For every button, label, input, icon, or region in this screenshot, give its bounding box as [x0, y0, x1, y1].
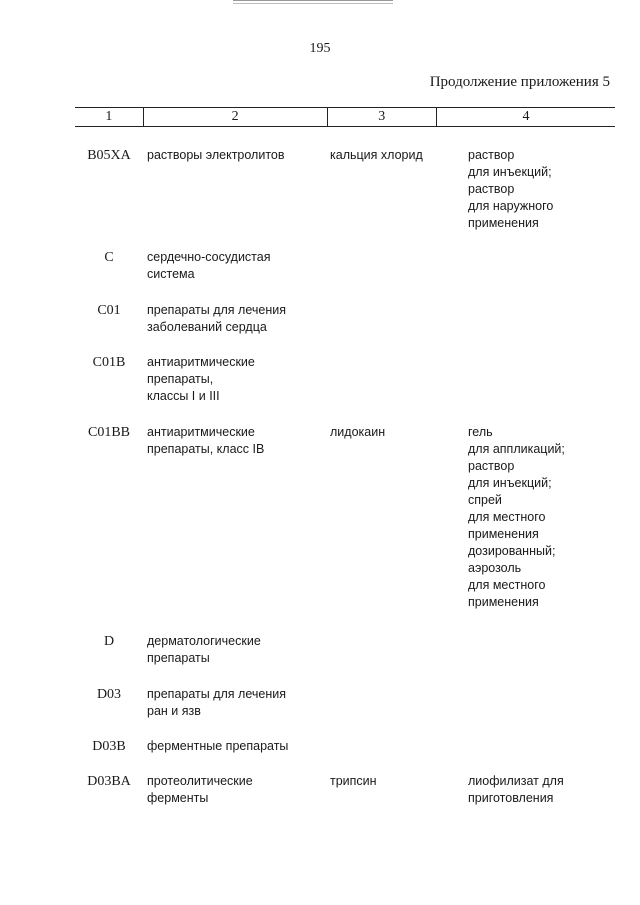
group-line: ферментные препараты [147, 739, 289, 753]
group-line: заболеваний сердца [147, 320, 267, 334]
table-row [75, 773, 615, 807]
table-row [75, 147, 615, 232]
form-line: раствор [468, 148, 515, 162]
table-row [75, 302, 615, 336]
group-line: антиаритмические [147, 355, 255, 369]
form-line: гель [468, 425, 493, 439]
group-line: растворы электролитов [147, 148, 285, 162]
dosage-form [436, 249, 615, 283]
drug-name [327, 424, 436, 611]
group-line: классы I и III [147, 389, 220, 403]
atc-code: C01BB [87, 425, 130, 440]
group-line: протеолитические [147, 774, 253, 788]
table-header-row [75, 107, 615, 127]
form-line: для аппликаций; [468, 442, 565, 456]
column-header-1: 1 [105, 109, 113, 124]
form-line: применения [468, 595, 539, 609]
pharmacological-group [143, 424, 327, 611]
atc-code: C01B [92, 355, 126, 370]
group-line: ферменты [147, 791, 209, 805]
atc-code: C01 [97, 303, 121, 318]
table-row [75, 686, 615, 720]
atc-code: C [104, 250, 114, 265]
drug-line: кальция хлорид [330, 148, 423, 162]
table-row [75, 738, 615, 755]
form-line: для наружного [468, 199, 554, 213]
drug-name [327, 773, 436, 807]
scan-artifact-line [233, 0, 393, 4]
form-line: дозированный; [468, 544, 556, 558]
form-line: применения [468, 216, 539, 230]
dosage-form [436, 686, 615, 720]
table-row [75, 354, 615, 405]
dosage-form [436, 773, 615, 807]
group-line: препараты, [147, 372, 214, 386]
group-line: ран и язв [147, 704, 201, 718]
page-number: 195 [309, 41, 331, 56]
group-line: препараты [147, 651, 210, 665]
group-line: дерматологические [147, 634, 261, 648]
table-row [75, 249, 615, 283]
dosage-form [436, 147, 615, 232]
pharmacological-group [143, 738, 327, 755]
form-line: раствор [468, 182, 515, 196]
group-line: препараты для лечения [147, 303, 286, 317]
column-header-2: 2 [143, 108, 327, 126]
pharmacological-group [143, 686, 327, 720]
drug-name [327, 302, 436, 336]
dosage-form [436, 354, 615, 405]
group-line: антиаритмические [147, 425, 255, 439]
pharmacological-group [143, 773, 327, 807]
atc-code: D [103, 634, 115, 649]
table-row [75, 424, 615, 611]
group-line: система [147, 267, 195, 281]
pharmacological-group [143, 147, 327, 232]
atc-code: D03B [92, 739, 126, 754]
atc-code: D03 [96, 687, 122, 702]
pharmacological-group [143, 633, 327, 667]
form-line: применения [468, 527, 539, 541]
pharmacological-group [143, 354, 327, 405]
column-header-4: 4 [436, 108, 615, 126]
drug-name [327, 686, 436, 720]
dosage-form [436, 738, 615, 755]
form-line: спрей [468, 493, 502, 507]
pharmacological-group [143, 302, 327, 336]
table-row [75, 633, 615, 667]
drug-name [327, 147, 436, 232]
drug-line: трипсин [330, 774, 377, 788]
drug-name [327, 249, 436, 283]
dosage-form [436, 302, 615, 336]
atc-code: B05XA [87, 148, 131, 163]
drug-name [327, 354, 436, 405]
form-line: аэрозоль [468, 561, 522, 575]
drug-line: лидокаин [330, 425, 386, 439]
dosage-form [436, 424, 615, 611]
column-header-3: 3 [327, 108, 436, 126]
form-line: раствор [468, 459, 515, 473]
atc-code: D03BA [87, 774, 131, 789]
form-line: для местного [468, 510, 546, 524]
form-line: для местного [468, 578, 546, 592]
pharmacological-group [143, 249, 327, 283]
group-line: препараты, класс IB [147, 442, 265, 456]
form-line: приготовления [468, 791, 554, 805]
group-line: препараты для лечения [147, 687, 286, 701]
drug-name [327, 738, 436, 755]
appendix-continuation-note: Продолжение приложения 5 [429, 74, 610, 90]
medicines-table [75, 107, 615, 805]
form-line: лиофилизат для [468, 774, 564, 788]
drug-name [327, 633, 436, 667]
form-line: для инъекций; [468, 165, 552, 179]
form-line: для инъекций; [468, 476, 552, 490]
group-line: сердечно-сосудистая [147, 250, 271, 264]
dosage-form [436, 633, 615, 667]
